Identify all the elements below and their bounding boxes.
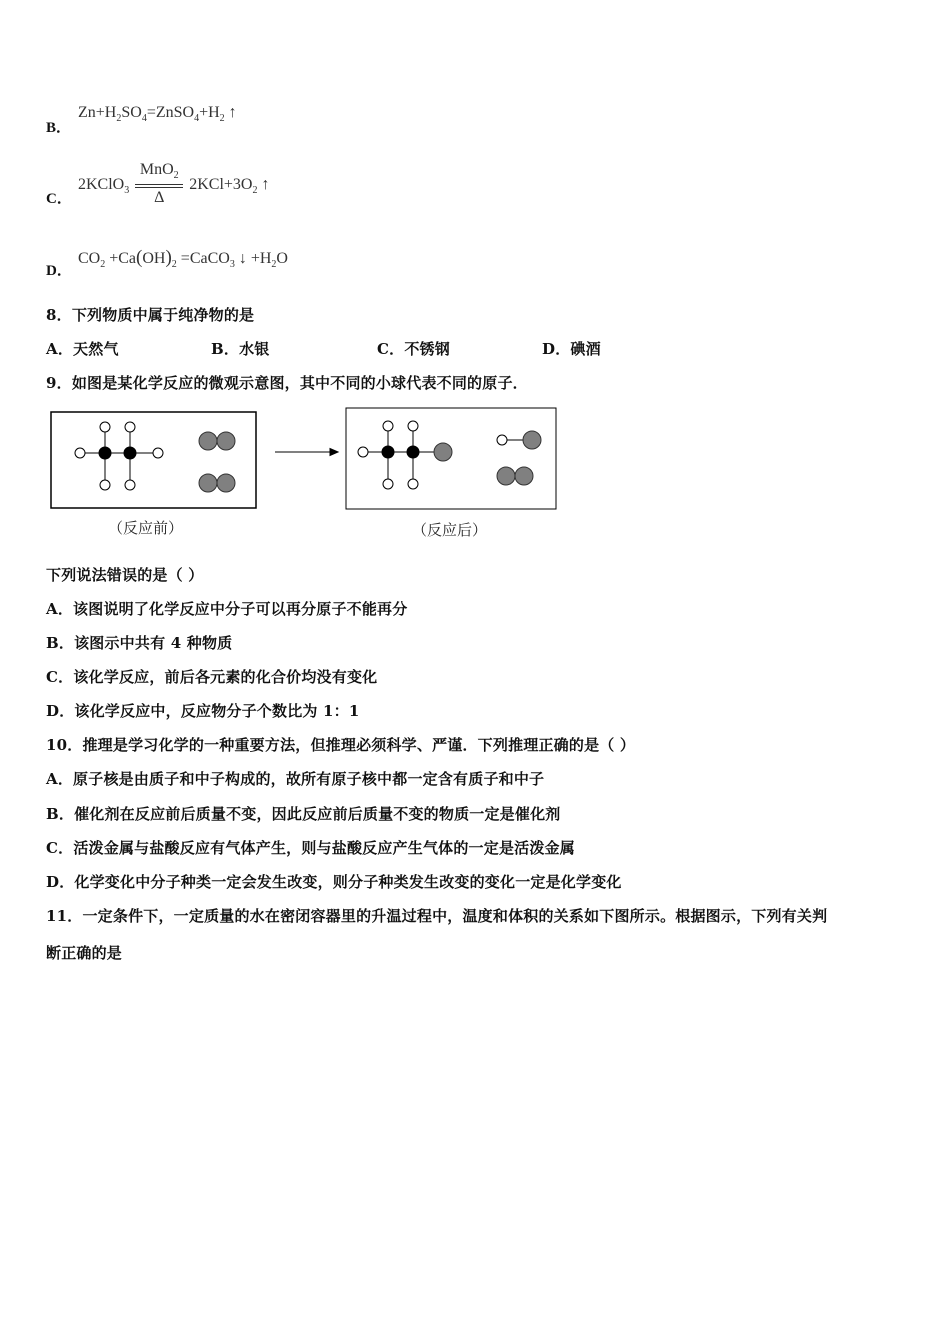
option-b-label: B． [46,120,72,136]
q9-option-b[interactable]: B．该图示中共有 4 种物质 [46,634,233,652]
q8-option-d[interactable]: D．碘酒 [542,340,601,358]
q9-prompt: 下列说法错误的是（ ） [46,566,204,584]
after-box [346,408,556,509]
molecule-c2h5x-after [358,421,452,489]
q8-option-c[interactable]: C．不锈钢 [377,340,450,358]
x-atom [434,443,452,461]
equation-d: $CO_2 +Ca(OH)_2$ =CaCO$_3$ ↓ $+H_2O$ [78,247,288,271]
h-atom [100,422,110,432]
question-8-stem: 8．下列物质中属于纯净物的是 [46,306,255,324]
c-atom [407,446,419,458]
h-atom [383,479,393,489]
option-c-label: C． [46,191,72,207]
h-atom [153,448,163,458]
question-11-line1: 11．一定条件下，一定质量的水在密闭容器里的升温过程中，温度和体积的关系如下图所示。根据图示，下列有关判 [46,907,828,925]
h-atom [125,422,135,432]
q10-option-b[interactable]: B．催化剂在反应前后质量不变，因此反应前后质量不变的物质一定是催化剂 [46,805,561,823]
q9-option-d[interactable]: D．该化学反应中，反应物分子个数比为 1：1 [46,702,360,720]
c-atom [124,447,136,459]
h-atom [358,447,368,457]
q10-option-d[interactable]: D．化学变化中分子种类一定会发生改变，则分子种类发生改变的变化一定是化学变化 [46,873,622,891]
question-10-stem: 10．推理是学习化学的一种重要方法，但推理必须科学、严谨．下列推理正确的是（ ） [46,736,636,754]
question-9-stem: 9．如图是某化学反应的微观示意图，其中不同的小球代表不同的原子． [46,374,528,392]
reaction-arrow [275,449,338,456]
equation-c: 2KClO$_3$ $\frac{MnO_2}{\Delta}$ $2KCl+3O_2$ ↑ [78,161,269,211]
q8-option-b[interactable]: B．水银 [211,340,270,358]
question-11-line2: 断正确的是 [46,944,123,962]
q8-option-a[interactable]: A．天然气 [46,340,119,358]
molecule-c2h6-before [75,422,163,490]
c-atom [382,446,394,458]
caption-before: （反应前） [108,519,184,537]
molecule-x2-before [199,432,235,492]
h-atom [125,480,135,490]
h-atom [75,448,85,458]
before-box [51,412,256,508]
h-atom [408,479,418,489]
h-atom [408,421,418,431]
h-atom [100,480,110,490]
q9-option-c[interactable]: C．该化学反应，前后各元素的化合价均没有变化 [46,668,378,686]
q9-option-a[interactable]: A．该图说明了化学反应中分子可以再分原子不能再分 [46,600,408,618]
option-d-label: D． [46,263,72,279]
caption-after: （反应后） [412,521,488,539]
catalyst-condition: $\frac{MnO_2}{\Delta}$ [133,161,185,211]
h-atom [383,421,393,431]
q10-option-c[interactable]: C．活泼金属与盐酸反应有气体产生，则与盐酸反应产生气体的一定是活泼金属 [46,839,575,857]
molecule-hx-after [497,431,541,449]
equation-b: $Zn+H_2SO_4=ZnSO_4+H_2$ ↑ [78,104,237,125]
molecule-x2-after [497,467,533,485]
c-atom [99,447,111,459]
q10-option-a[interactable]: A．原子核是由质子和中子构成的，故所有原子核中都一定含有质子和中子 [46,770,545,788]
